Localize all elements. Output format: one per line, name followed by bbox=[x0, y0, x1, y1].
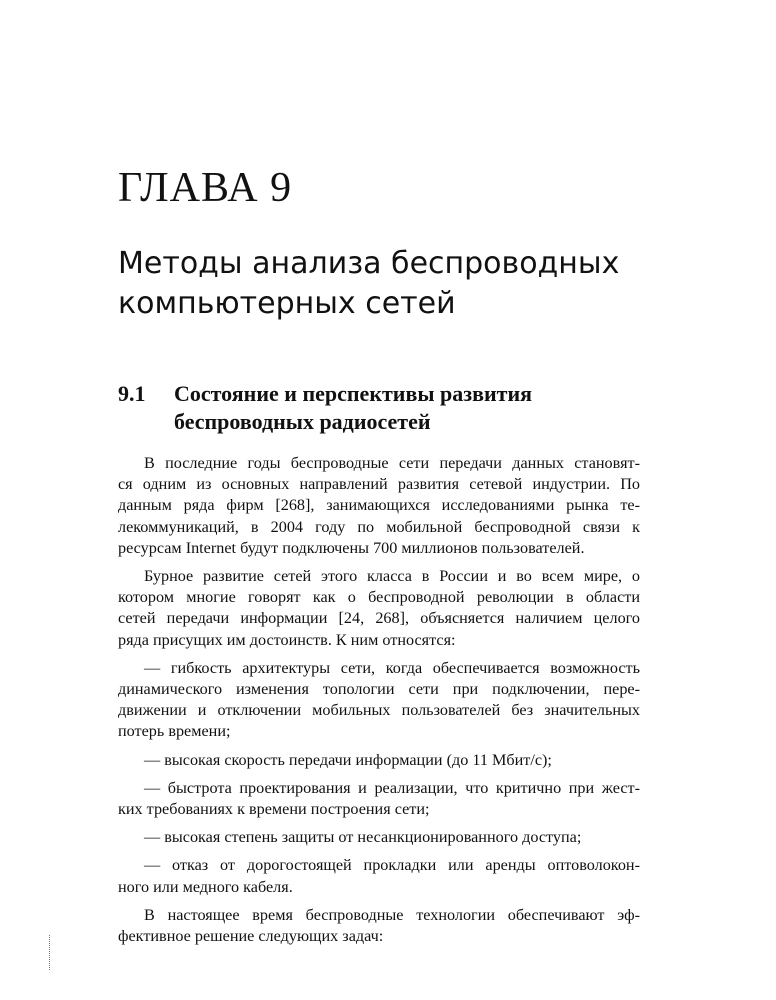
text-line: ряда присущих им достоинств. К ним относятся: bbox=[118, 630, 456, 649]
chapter-title bbox=[118, 244, 718, 324]
text-line: котором многие говорят как о беспроводной революции в области bbox=[118, 588, 640, 607]
text-line: — отказ от дорогостоящей прокладки или аренды оптоволокон- bbox=[144, 856, 640, 875]
chapter-title-line: Методы анализа беспроводных bbox=[118, 246, 620, 281]
text-line: Бурное развитие сетей этого класса в России и во всем мире, о bbox=[144, 567, 640, 586]
section-title-line: беспроводных радиосетей bbox=[174, 409, 431, 434]
text-line: движении и отключении мобильных пользователей без значительных bbox=[118, 701, 640, 720]
text-line: В последние годы беспроводные сети передачи данных становят- bbox=[144, 454, 640, 472]
paragraph-development bbox=[118, 566, 640, 651]
list-item-speed bbox=[118, 750, 640, 771]
text-line: ресурсам Internet будут подключены 700 миллионов пользователей. bbox=[118, 538, 585, 557]
text-line: — быстрота проектирования и реализации, что критично при жест- bbox=[144, 778, 640, 797]
text-line: динамического изменения топологии сети при подключении, пере- bbox=[118, 680, 640, 699]
margin-scan-mark bbox=[49, 935, 52, 970]
text-line: — гибкость архитектуры сети, когда обеспечивается возможность bbox=[144, 658, 640, 677]
text-line: сетей передачи информации [24, 268], объясняется наличием целого bbox=[118, 609, 640, 628]
section-title-line: Состояние и перспективы развития bbox=[174, 381, 533, 406]
list-item-flexibility bbox=[118, 658, 640, 743]
text-line: ся одним из основных направлений развития сетевой индустрии. По bbox=[118, 475, 640, 494]
chapter-title-line: компьютерных сетей bbox=[118, 286, 456, 321]
body-text bbox=[118, 453, 640, 954]
text-line: лекоммуникаций, в 2004 году по мобильной беспроводной связи к bbox=[118, 517, 640, 536]
section-number: 9.1 bbox=[118, 381, 146, 406]
chapter-label: ГЛАВА 9 bbox=[118, 165, 293, 211]
paragraph-tasks bbox=[118, 905, 640, 947]
list-item-no-cable bbox=[118, 855, 640, 897]
text-line: — высокая скорость передачи информации (до 11 Мбит/с); bbox=[144, 750, 552, 769]
text-line: потерь времени; bbox=[118, 722, 231, 741]
text-line: фективное решение следующих задач: bbox=[118, 927, 384, 946]
list-item-rapid-design bbox=[118, 778, 640, 820]
text-line: — высокая степень защиты от несанкционированного доступа; bbox=[144, 828, 582, 847]
text-line: данным ряда фирм [268], занимающихся исследованиями рынка те- bbox=[118, 496, 640, 515]
list-item-security bbox=[118, 827, 640, 848]
paragraph-intro bbox=[118, 453, 640, 559]
text-line: ного или медного кабеля. bbox=[118, 877, 293, 896]
text-line: ких требованиях к времени построения сети; bbox=[118, 800, 430, 819]
text-line: В настоящее время беспроводные технологии обеспечивают эф- bbox=[144, 905, 640, 924]
section-title bbox=[174, 380, 644, 436]
